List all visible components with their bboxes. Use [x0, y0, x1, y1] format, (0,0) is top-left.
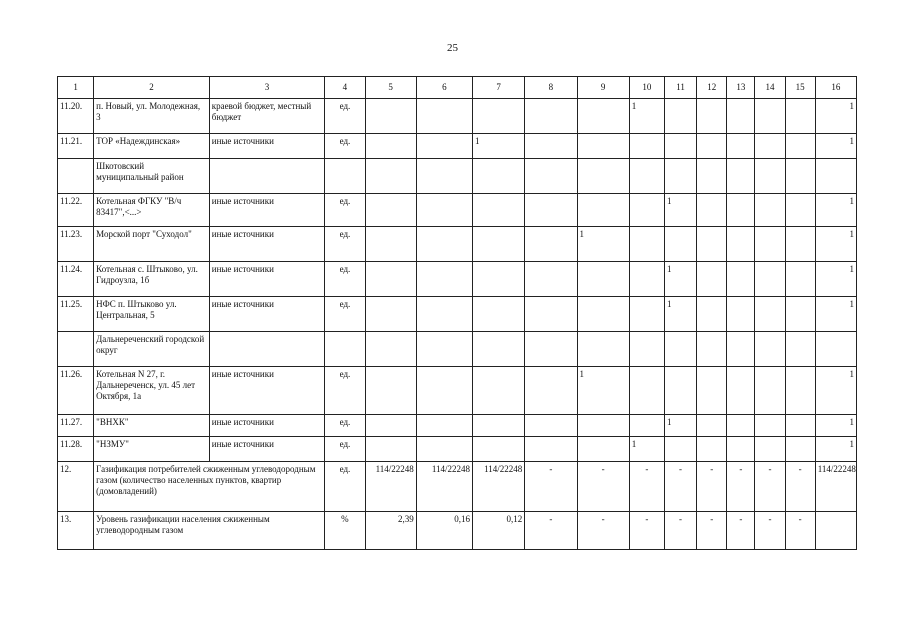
row-number [58, 159, 94, 194]
unit [325, 159, 365, 194]
year-value-cell: - [525, 462, 577, 512]
funding-source [209, 159, 325, 194]
table-row [58, 437, 857, 462]
object-name: Дальнереченский городской округ [94, 332, 210, 367]
year-value-cell [664, 134, 696, 159]
table-row [58, 297, 857, 332]
year-value-cell: - [577, 462, 629, 512]
column-number-header: 13 [727, 77, 755, 99]
indicators-table [57, 76, 857, 550]
year-value-cell: 1 [664, 262, 696, 297]
unit: ед. [325, 462, 365, 512]
year-value-cell [755, 262, 785, 297]
year-value-cell [697, 367, 727, 415]
year-value-cell [785, 99, 815, 134]
table-row [58, 462, 857, 512]
column-number-header: 12 [697, 77, 727, 99]
object-name: Шкотовский муниципальный район [94, 159, 210, 194]
funding-source: краевой бюджет, местный бюджет [209, 99, 325, 134]
year-value-cell [785, 159, 815, 194]
column-number-header: 2 [94, 77, 210, 99]
year-value-cell [664, 367, 696, 415]
year-value-cell: 1 [664, 415, 696, 437]
column-number-header: 8 [525, 77, 577, 99]
total-cell [815, 159, 856, 194]
year-value-cell: - [629, 512, 664, 550]
column-number-header: 9 [577, 77, 629, 99]
year-value-cell [755, 159, 785, 194]
column-number-header: 15 [785, 77, 815, 99]
year-value-cell [629, 297, 664, 332]
year-value-cell [416, 194, 472, 227]
year-value-cell [416, 367, 472, 415]
year-value-cell [416, 227, 472, 262]
year-value-cell [629, 227, 664, 262]
year-value-cell [365, 227, 416, 262]
year-value-cell [629, 159, 664, 194]
year-value-cell [473, 297, 525, 332]
year-value-cell [785, 437, 815, 462]
total-cell: 1 [815, 297, 856, 332]
year-value-cell [629, 194, 664, 227]
unit: % [325, 512, 365, 550]
year-value-cell [727, 262, 755, 297]
table-row [58, 134, 857, 159]
year-value-cell: - [727, 512, 755, 550]
year-value-cell [785, 332, 815, 367]
unit: ед. [325, 437, 365, 462]
year-value-cell [697, 227, 727, 262]
year-value-cell [525, 437, 577, 462]
total-cell: 1 [815, 262, 856, 297]
year-value-cell [629, 262, 664, 297]
total-cell: 1 [815, 415, 856, 437]
year-value-cell [785, 415, 815, 437]
year-value-cell [365, 99, 416, 134]
year-value-cell [629, 332, 664, 367]
year-value-cell [727, 367, 755, 415]
year-value-cell [525, 99, 577, 134]
year-value-cell [755, 437, 785, 462]
funding-source [209, 332, 325, 367]
total-cell [815, 512, 856, 550]
year-value-cell [365, 367, 416, 415]
column-number-header: 16 [815, 77, 856, 99]
column-number-header: 3 [209, 77, 325, 99]
year-value-cell [473, 367, 525, 415]
unit [325, 332, 365, 367]
object-name: НФС п. Штыково ул. Центральная, 5 [94, 297, 210, 332]
unit: ед. [325, 194, 365, 227]
year-value-cell [577, 99, 629, 134]
table-row [58, 159, 857, 194]
year-value-cell [416, 159, 472, 194]
unit: ед. [325, 367, 365, 415]
row-number: 11.25. [58, 297, 94, 332]
year-value-cell [664, 437, 696, 462]
year-value-cell: 1 [577, 227, 629, 262]
year-value-cell [525, 367, 577, 415]
column-number-header: 4 [325, 77, 365, 99]
year-value-cell [664, 99, 696, 134]
year-value-cell [785, 367, 815, 415]
year-value-cell: - [755, 462, 785, 512]
table-row [58, 415, 857, 437]
year-value-cell [365, 332, 416, 367]
year-value-cell [727, 332, 755, 367]
year-value-cell [697, 99, 727, 134]
year-value-cell [365, 415, 416, 437]
year-value-cell [416, 262, 472, 297]
year-value-cell [697, 159, 727, 194]
year-value-cell: 1 [629, 437, 664, 462]
year-value-cell [473, 332, 525, 367]
year-value-cell: 114/22248 [416, 462, 472, 512]
year-value-cell [755, 367, 785, 415]
year-value-cell [755, 227, 785, 262]
unit: ед. [325, 262, 365, 297]
object-name: п. Новый, ул. Молодежная, 3 [94, 99, 210, 134]
year-value-cell [727, 134, 755, 159]
column-number-header: 11 [664, 77, 696, 99]
total-cell: 1 [815, 194, 856, 227]
year-value-cell: 1 [664, 297, 696, 332]
header-row [58, 77, 857, 99]
table-row [58, 512, 857, 550]
year-value-cell [473, 437, 525, 462]
year-value-cell: - [785, 512, 815, 550]
year-value-cell [785, 227, 815, 262]
total-cell: 1 [815, 227, 856, 262]
year-value-cell: - [577, 512, 629, 550]
row-number: 11.22. [58, 194, 94, 227]
year-value-cell [525, 194, 577, 227]
object-name: "НЗМУ" [94, 437, 210, 462]
year-value-cell [785, 262, 815, 297]
year-value-cell [727, 194, 755, 227]
year-value-cell: - [697, 512, 727, 550]
year-value-cell [727, 99, 755, 134]
year-value-cell [697, 297, 727, 332]
year-value-cell [755, 297, 785, 332]
year-value-cell [577, 134, 629, 159]
object-name: Котельная с. Штыково, ул. Гидроузла, 1б [94, 262, 210, 297]
year-value-cell [365, 194, 416, 227]
funding-source: иные источники [209, 134, 325, 159]
unit: ед. [325, 227, 365, 262]
year-value-cell [416, 332, 472, 367]
year-value-cell [525, 159, 577, 194]
year-value-cell [473, 227, 525, 262]
year-value-cell: 1 [577, 367, 629, 415]
year-value-cell [416, 415, 472, 437]
year-value-cell [755, 134, 785, 159]
year-value-cell [416, 437, 472, 462]
column-number-header: 14 [755, 77, 785, 99]
year-value-cell [697, 194, 727, 227]
year-value-cell: 114/22248 [473, 462, 525, 512]
year-value-cell [473, 99, 525, 134]
year-value-cell: - [629, 462, 664, 512]
year-value-cell [525, 332, 577, 367]
total-cell: 1 [815, 437, 856, 462]
total-cell: 114/22248 [815, 462, 856, 512]
year-value-cell: 1 [629, 99, 664, 134]
total-cell: 1 [815, 99, 856, 134]
column-number-header: 6 [416, 77, 472, 99]
funding-source: иные источники [209, 194, 325, 227]
table-row [58, 332, 857, 367]
year-value-cell: 1 [664, 194, 696, 227]
funding-source: иные источники [209, 367, 325, 415]
object-name: Морской порт "Суходол" [94, 227, 210, 262]
object-name: ТОР «Надеждинская» [94, 134, 210, 159]
year-value-cell [785, 194, 815, 227]
row-number: 13. [58, 512, 94, 550]
year-value-cell [755, 415, 785, 437]
year-value-cell [365, 159, 416, 194]
year-value-cell [697, 134, 727, 159]
indicator-name: Газификация потребителей сжиженным углеводородным газом (количество населенных пунктов, квартир (домовладений) [94, 462, 325, 512]
year-value-cell [727, 437, 755, 462]
year-value-cell [697, 332, 727, 367]
row-number: 11.23. [58, 227, 94, 262]
year-value-cell [525, 227, 577, 262]
object-name: Котельная N 27, г. Дальнереченск, ул. 45 лет Октября, 1а [94, 367, 210, 415]
object-name: "ВНХК" [94, 415, 210, 437]
table-row [58, 367, 857, 415]
year-value-cell [365, 297, 416, 332]
year-value-cell: - [785, 462, 815, 512]
year-value-cell [473, 415, 525, 437]
year-value-cell [577, 159, 629, 194]
page-number: 25 [447, 42, 458, 54]
year-value-cell [525, 262, 577, 297]
column-number-header: 7 [473, 77, 525, 99]
total-cell: 1 [815, 367, 856, 415]
year-value-cell [525, 415, 577, 437]
year-value-cell [473, 159, 525, 194]
row-number: 11.21. [58, 134, 94, 159]
year-value-cell: 2,39 [365, 512, 416, 550]
year-value-cell [577, 437, 629, 462]
year-value-cell [755, 194, 785, 227]
year-value-cell: - [525, 512, 577, 550]
indicator-name: Уровень газификации населения сжиженным углеводородным газом [94, 512, 325, 550]
funding-source: иные источники [209, 437, 325, 462]
year-value-cell [755, 332, 785, 367]
row-number: 11.26. [58, 367, 94, 415]
year-value-cell [727, 227, 755, 262]
year-value-cell [365, 134, 416, 159]
total-cell: 1 [815, 134, 856, 159]
table-row [58, 262, 857, 297]
year-value-cell [727, 159, 755, 194]
year-value-cell [664, 159, 696, 194]
year-value-cell [416, 134, 472, 159]
year-value-cell [577, 297, 629, 332]
year-value-cell [785, 134, 815, 159]
year-value-cell: - [664, 462, 696, 512]
row-number [58, 332, 94, 367]
year-value-cell: - [697, 462, 727, 512]
year-value-cell [577, 332, 629, 367]
year-value-cell [629, 134, 664, 159]
year-value-cell [525, 134, 577, 159]
year-value-cell [577, 194, 629, 227]
year-value-cell [416, 99, 472, 134]
year-value-cell [577, 415, 629, 437]
column-number-header: 1 [58, 77, 94, 99]
year-value-cell [664, 332, 696, 367]
funding-source: иные источники [209, 415, 325, 437]
row-number: 11.28. [58, 437, 94, 462]
row-number: 11.20. [58, 99, 94, 134]
year-value-cell: 1 [473, 134, 525, 159]
year-value-cell [577, 262, 629, 297]
table-row [58, 227, 857, 262]
unit: ед. [325, 415, 365, 437]
year-value-cell [416, 297, 472, 332]
year-value-cell [697, 262, 727, 297]
row-number: 12. [58, 462, 94, 512]
year-value-cell [365, 262, 416, 297]
year-value-cell [365, 437, 416, 462]
year-value-cell [629, 367, 664, 415]
year-value-cell [473, 262, 525, 297]
column-number-header: 10 [629, 77, 664, 99]
column-number-header: 5 [365, 77, 416, 99]
year-value-cell [755, 99, 785, 134]
year-value-cell: 0,16 [416, 512, 472, 550]
year-value-cell: - [755, 512, 785, 550]
year-value-cell: - [727, 462, 755, 512]
year-value-cell [525, 297, 577, 332]
year-value-cell [473, 194, 525, 227]
unit: ед. [325, 297, 365, 332]
year-value-cell: 114/22248 [365, 462, 416, 512]
row-number: 11.24. [58, 262, 94, 297]
funding-source: иные источники [209, 262, 325, 297]
year-value-cell [785, 297, 815, 332]
table-row [58, 194, 857, 227]
funding-source: иные источники [209, 297, 325, 332]
row-number: 11.27. [58, 415, 94, 437]
year-value-cell [697, 415, 727, 437]
total-cell [815, 332, 856, 367]
table-row [58, 99, 857, 134]
unit: ед. [325, 134, 365, 159]
year-value-cell: - [664, 512, 696, 550]
year-value-cell [629, 415, 664, 437]
unit: ед. [325, 99, 365, 134]
object-name: Котельная ФГКУ "В/ч 83417",<...> [94, 194, 210, 227]
funding-source: иные источники [209, 227, 325, 262]
year-value-cell [697, 437, 727, 462]
year-value-cell [664, 227, 696, 262]
year-value-cell [727, 297, 755, 332]
year-value-cell: 0,12 [473, 512, 525, 550]
year-value-cell [727, 415, 755, 437]
